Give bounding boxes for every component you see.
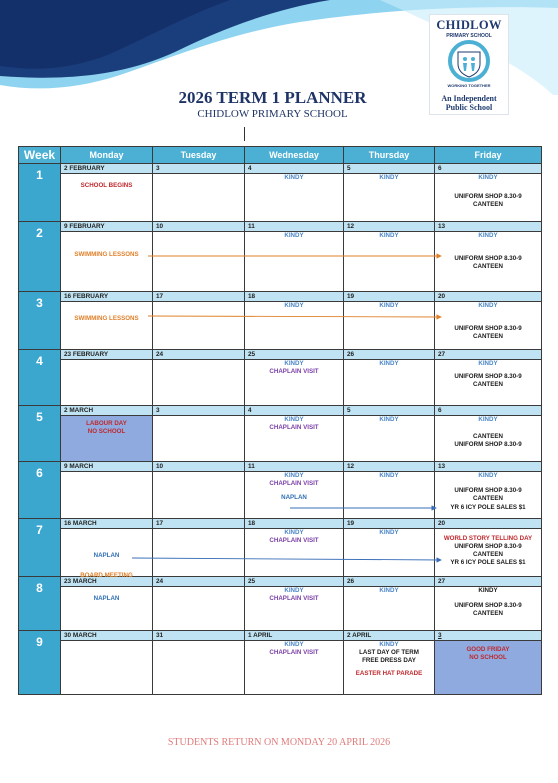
week-number: 3 bbox=[19, 292, 61, 350]
event-label: SCHOOL BEGINS bbox=[80, 182, 133, 189]
table-row bbox=[19, 164, 542, 174]
date-tuesday: 3 bbox=[153, 406, 245, 416]
event-label: KINDY bbox=[284, 587, 304, 594]
week-number: 6 bbox=[19, 462, 61, 519]
event-label: KINDY bbox=[284, 232, 304, 239]
event-label: KINDY bbox=[478, 302, 498, 309]
day-cell-tuesday bbox=[153, 641, 245, 695]
date-friday: 6 bbox=[435, 164, 542, 174]
date-thursday: 5 bbox=[344, 406, 435, 416]
event-label: KINDY bbox=[284, 529, 304, 536]
week-number: 2 bbox=[19, 222, 61, 292]
table-row bbox=[19, 641, 542, 695]
day-cell-monday bbox=[61, 302, 153, 350]
date-tuesday: 10 bbox=[153, 462, 245, 472]
event-label: KINDY bbox=[284, 416, 304, 423]
event-label: KINDY bbox=[284, 472, 304, 479]
event-label: KINDY bbox=[478, 360, 498, 367]
date-monday: 16 FEBRUARY bbox=[61, 292, 153, 302]
event-label: CANTEEN bbox=[473, 381, 503, 388]
day-cell-friday bbox=[435, 472, 542, 519]
logo-name: CHIDLOW bbox=[436, 18, 502, 32]
event-label: CHAPLAIN VISIT bbox=[269, 480, 319, 487]
page-subtitle: CHIDLOW PRIMARY SCHOOL bbox=[197, 108, 348, 120]
week-number: 1 bbox=[19, 164, 61, 222]
divider-mark bbox=[244, 127, 245, 141]
day-cell-monday bbox=[61, 360, 153, 406]
date-monday: 30 MARCH bbox=[61, 631, 153, 641]
event-label: UNIFORM SHOP 8.30-9 bbox=[454, 441, 522, 448]
date-wednesday: 11 bbox=[245, 462, 344, 472]
week-number: 5 bbox=[19, 406, 61, 462]
week-number: 8 bbox=[19, 577, 61, 631]
week-number: 9 bbox=[19, 631, 61, 695]
date-thursday: 26 bbox=[344, 350, 435, 360]
table-row bbox=[19, 174, 542, 222]
event-label: KINDY bbox=[478, 472, 498, 479]
day-cell-monday bbox=[61, 232, 153, 292]
event-label: UNIFORM SHOP 8.30-9 bbox=[454, 602, 522, 609]
event-label: CHAPLAIN VISIT bbox=[269, 368, 319, 375]
day-cell-friday bbox=[435, 416, 542, 462]
event-label: CANTEEN bbox=[473, 201, 503, 208]
day-cell-monday bbox=[61, 641, 153, 695]
event-label: KINDY bbox=[379, 302, 399, 309]
event-label: UNIFORM SHOP 8.30-9 bbox=[454, 325, 522, 332]
date-thursday: 5 bbox=[344, 164, 435, 174]
event-label: KINDY bbox=[379, 232, 399, 239]
date-monday: 16 MARCH bbox=[61, 519, 153, 529]
event-label: SWIMMING LESSONS bbox=[74, 251, 139, 258]
day-cell-wednesday bbox=[245, 232, 344, 292]
event-label: WORLD STORY TELLING DAY bbox=[443, 535, 533, 542]
event-label: YR 6 ICY POLE SALES $1 bbox=[450, 559, 526, 566]
date-tuesday: 24 bbox=[153, 577, 245, 587]
column-header-friday: Friday bbox=[435, 147, 542, 164]
day-cell-tuesday bbox=[153, 472, 245, 519]
day-cell-friday bbox=[435, 587, 542, 631]
date-thursday: 12 bbox=[344, 462, 435, 472]
day-cell-thursday bbox=[344, 360, 435, 406]
table-row bbox=[19, 472, 542, 519]
event-label: KINDY bbox=[379, 529, 399, 536]
event-label: SWIMMING LESSONS bbox=[74, 315, 139, 322]
date-monday: 2 FEBRUARY bbox=[61, 164, 153, 174]
day-cell-friday bbox=[435, 360, 542, 406]
day-cell-tuesday bbox=[153, 232, 245, 292]
event-label: KINDY bbox=[379, 472, 399, 479]
day-cell-friday bbox=[435, 641, 542, 695]
column-header-week: Week bbox=[19, 147, 61, 164]
day-cell-tuesday bbox=[153, 360, 245, 406]
day-cell-wednesday bbox=[245, 472, 344, 519]
date-tuesday: 24 bbox=[153, 350, 245, 360]
event-label: KINDY bbox=[379, 641, 399, 648]
event-label: EASTER HAT PARADE bbox=[355, 670, 423, 677]
event-label: KINDY bbox=[379, 360, 399, 367]
event-label: LAST DAY OF TERM bbox=[359, 649, 419, 656]
date-wednesday: 18 bbox=[245, 292, 344, 302]
event-label: UNIFORM SHOP 8.30-9 bbox=[454, 255, 522, 262]
day-cell-tuesday bbox=[153, 416, 245, 462]
day-cell-thursday bbox=[344, 174, 435, 222]
day-cell-thursday bbox=[344, 416, 435, 462]
event-label: KINDY bbox=[379, 416, 399, 423]
event-label: KINDY bbox=[284, 641, 304, 648]
table-row bbox=[19, 406, 542, 416]
table-row bbox=[19, 222, 542, 232]
event-label: CHAPLAIN VISIT bbox=[269, 595, 319, 602]
event-label: KINDY bbox=[379, 174, 399, 181]
day-cell-thursday bbox=[344, 587, 435, 631]
table-row bbox=[19, 350, 542, 360]
date-tuesday: 17 bbox=[153, 519, 245, 529]
date-friday: 13 bbox=[435, 222, 542, 232]
date-friday: 20 bbox=[435, 292, 542, 302]
event-label: CANTEEN bbox=[473, 263, 503, 270]
event-label: FREE DRESS DAY bbox=[362, 657, 416, 664]
day-cell-monday bbox=[61, 472, 153, 519]
day-cell-tuesday bbox=[153, 529, 245, 577]
logo-ring-text: WORKING TOGETHER bbox=[447, 83, 491, 88]
event-label: NAPLAN bbox=[281, 494, 307, 501]
event-label: CANTEEN bbox=[473, 610, 503, 617]
date-wednesday: 18 bbox=[245, 519, 344, 529]
day-cell-wednesday bbox=[245, 416, 344, 462]
event-label: UNIFORM SHOP 8.30-9 bbox=[454, 193, 522, 200]
day-cell-wednesday bbox=[245, 587, 344, 631]
day-cell-monday bbox=[61, 587, 153, 631]
date-monday: 9 FEBRUARY bbox=[61, 222, 153, 232]
logo-subtitle: PRIMARY SCHOOL bbox=[446, 33, 492, 39]
event-label: UNIFORM SHOP 8.30-9 bbox=[454, 543, 522, 550]
table-row bbox=[19, 462, 542, 472]
table-row bbox=[19, 232, 542, 292]
page-title: 2026 TERM 1 PLANNER bbox=[178, 88, 367, 107]
day-cell-wednesday bbox=[245, 174, 344, 222]
date-friday: 3 bbox=[435, 631, 542, 641]
table-row bbox=[19, 292, 542, 302]
column-header-wednesday: Wednesday bbox=[245, 147, 344, 164]
event-label: CHAPLAIN VISIT bbox=[269, 649, 319, 656]
event-label: LABOUR DAY bbox=[86, 420, 127, 427]
event-label: NAPLAN bbox=[93, 552, 120, 559]
date-friday: 6 bbox=[435, 406, 542, 416]
day-cell-thursday bbox=[344, 302, 435, 350]
week-number: 4 bbox=[19, 350, 61, 406]
date-friday: 27 bbox=[435, 577, 542, 587]
day-cell-wednesday bbox=[245, 641, 344, 695]
date-thursday: 2 APRIL bbox=[344, 631, 435, 641]
table-row bbox=[19, 587, 542, 631]
date-tuesday: 10 bbox=[153, 222, 245, 232]
logo-tagline-2: Public School bbox=[445, 103, 493, 112]
logo-emblem-icon bbox=[444, 40, 494, 84]
day-cell-friday bbox=[435, 302, 542, 350]
date-friday: 27 bbox=[435, 350, 542, 360]
table-row bbox=[19, 416, 542, 462]
day-cell-wednesday bbox=[245, 529, 344, 577]
date-wednesday: 25 bbox=[245, 577, 344, 587]
event-label: KINDY bbox=[478, 587, 498, 594]
day-cell-tuesday bbox=[153, 302, 245, 350]
table-row bbox=[19, 519, 542, 529]
event-label: KINDY bbox=[478, 174, 498, 181]
event-label: UNIFORM SHOP 8.30-9 bbox=[454, 487, 522, 494]
date-wednesday: 1 APRIL bbox=[245, 631, 344, 641]
table-row bbox=[19, 529, 542, 577]
event-label: CANTEEN bbox=[473, 333, 503, 340]
date-tuesday: 31 bbox=[153, 631, 245, 641]
event-label: KINDY bbox=[284, 302, 304, 309]
date-thursday: 19 bbox=[344, 519, 435, 529]
day-cell-monday bbox=[61, 529, 153, 577]
day-cell-wednesday bbox=[245, 360, 344, 406]
date-tuesday: 17 bbox=[153, 292, 245, 302]
logo-tagline-1: An Independent bbox=[441, 94, 497, 103]
event-label: CHAPLAIN VISIT bbox=[269, 537, 319, 544]
event-label: CANTEEN bbox=[473, 551, 503, 558]
day-cell-thursday bbox=[344, 529, 435, 577]
day-cell-friday bbox=[435, 529, 542, 577]
table-row bbox=[19, 302, 542, 350]
footer-note: STUDENTS RETURN ON MONDAY 20 APRIL 2026 bbox=[167, 737, 391, 748]
date-wednesday: 4 bbox=[245, 164, 344, 174]
date-monday: 23 MARCH bbox=[61, 577, 153, 587]
event-label: CANTEEN bbox=[473, 433, 503, 440]
event-label: BOARD MEETING bbox=[80, 572, 133, 579]
event-label: CHAPLAIN VISIT bbox=[269, 424, 319, 431]
day-cell-tuesday bbox=[153, 174, 245, 222]
date-thursday: 12 bbox=[344, 222, 435, 232]
day-cell-tuesday bbox=[153, 587, 245, 631]
date-friday: 20 bbox=[435, 519, 542, 529]
column-header-thursday: Thursday bbox=[344, 147, 435, 164]
day-cell-friday bbox=[435, 174, 542, 222]
event-label: NO SCHOOL bbox=[469, 654, 507, 661]
event-label: CANTEEN bbox=[473, 495, 503, 502]
table-row bbox=[19, 631, 542, 641]
date-wednesday: 11 bbox=[245, 222, 344, 232]
term-planner-table bbox=[18, 146, 542, 695]
event-label: NO SCHOOL bbox=[87, 428, 126, 435]
column-header-tuesday: Tuesday bbox=[153, 147, 245, 164]
day-cell-monday bbox=[61, 416, 153, 462]
date-monday: 2 MARCH bbox=[61, 406, 153, 416]
date-wednesday: 25 bbox=[245, 350, 344, 360]
date-thursday: 19 bbox=[344, 292, 435, 302]
event-label: KINDY bbox=[284, 360, 304, 367]
date-thursday: 26 bbox=[344, 577, 435, 587]
day-cell-monday bbox=[61, 174, 153, 222]
event-label: KINDY bbox=[284, 174, 304, 181]
day-cell-thursday bbox=[344, 472, 435, 519]
table-row bbox=[19, 360, 542, 406]
event-label: KINDY bbox=[379, 587, 399, 594]
table-header-row bbox=[19, 147, 542, 164]
date-monday: 23 FEBRUARY bbox=[61, 350, 153, 360]
day-cell-thursday bbox=[344, 232, 435, 292]
event-label: YR 6 ICY POLE SALES $1 bbox=[450, 504, 526, 511]
column-header-monday: Monday bbox=[61, 147, 153, 164]
event-label: KINDY bbox=[478, 416, 498, 423]
event-label: GOOD FRIDAY bbox=[466, 646, 510, 653]
day-cell-thursday bbox=[344, 641, 435, 695]
event-label: UNIFORM SHOP 8.30-9 bbox=[454, 373, 522, 380]
date-wednesday: 4 bbox=[245, 406, 344, 416]
date-monday: 9 MARCH bbox=[61, 462, 153, 472]
day-cell-wednesday bbox=[245, 302, 344, 350]
event-label: KINDY bbox=[478, 232, 498, 239]
date-tuesday: 3 bbox=[153, 164, 245, 174]
date-friday: 13 bbox=[435, 462, 542, 472]
day-cell-friday bbox=[435, 232, 542, 292]
event-label: NAPLAN bbox=[93, 595, 120, 602]
week-number: 7 bbox=[19, 519, 61, 577]
